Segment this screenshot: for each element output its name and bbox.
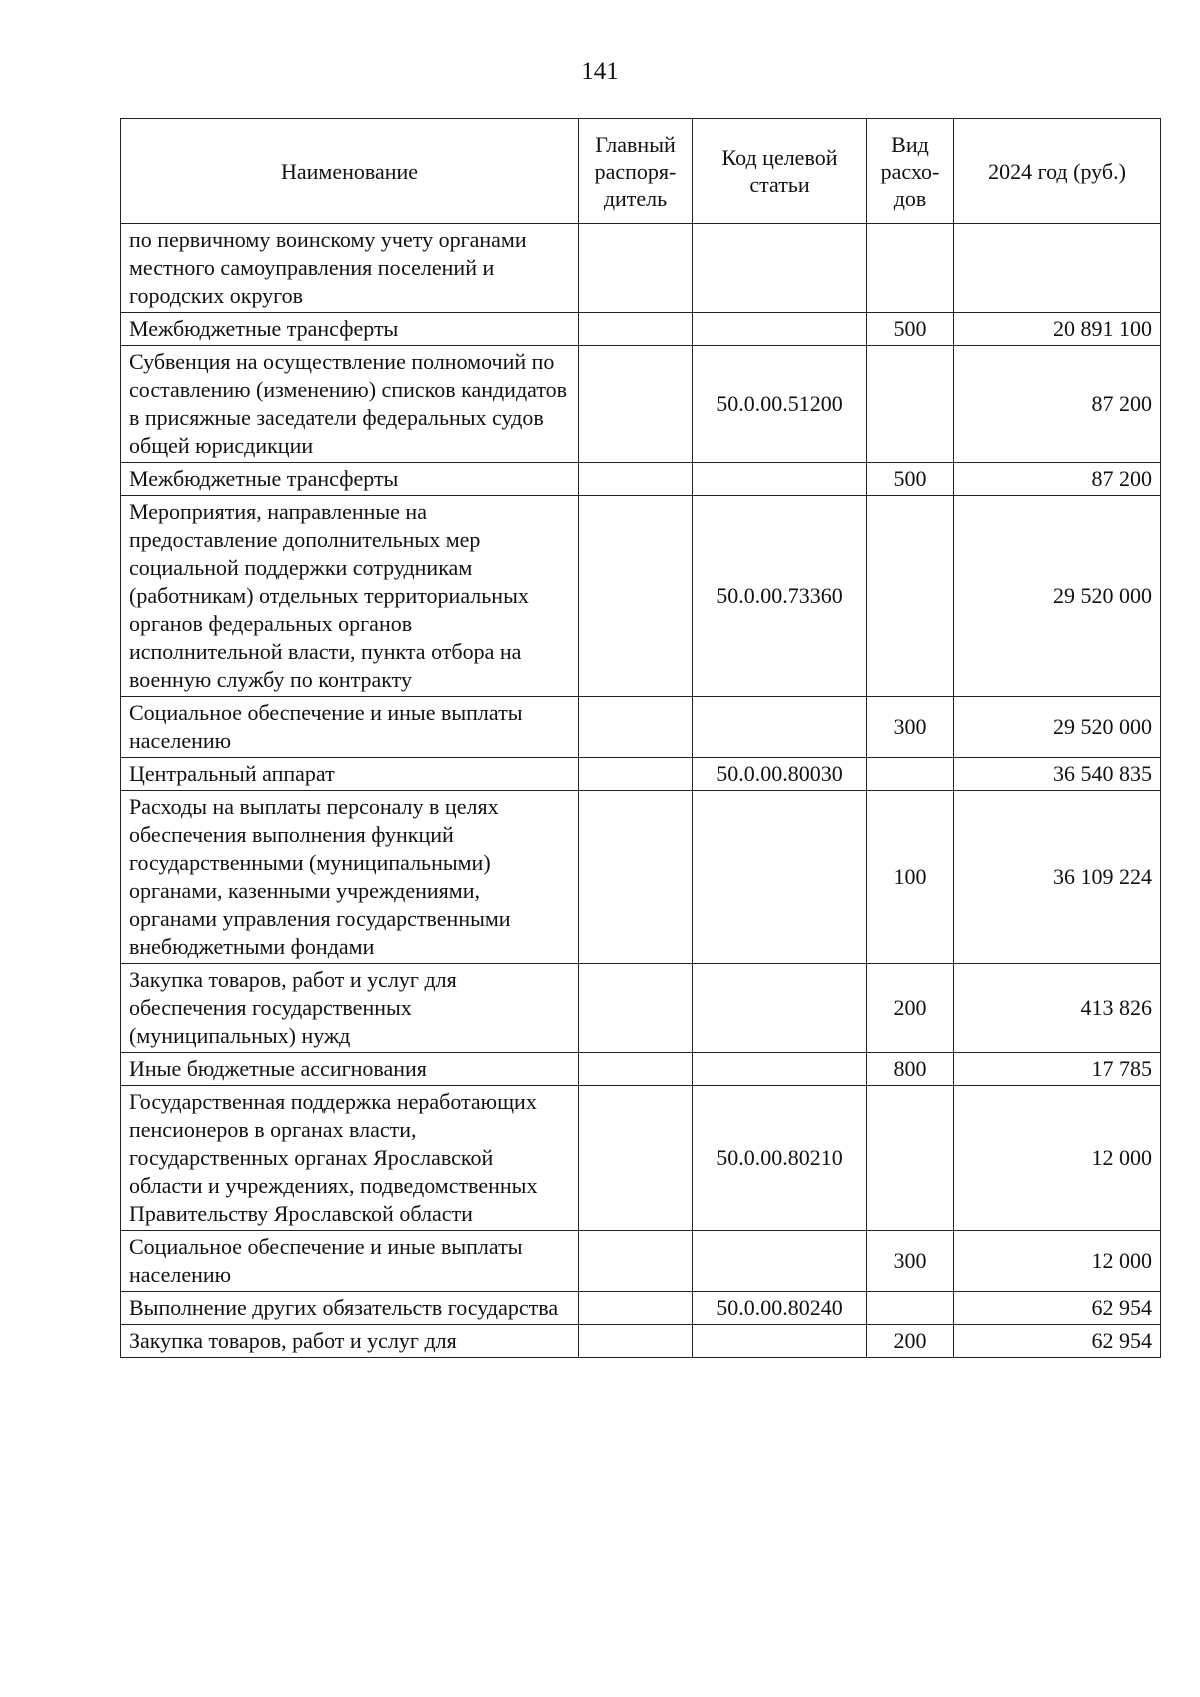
table-row xyxy=(121,313,1161,346)
cell-code xyxy=(693,463,867,496)
cell-kind: 500 xyxy=(867,313,954,346)
table-row xyxy=(121,496,1161,697)
cell-manager xyxy=(579,1292,693,1325)
cell-code xyxy=(693,791,867,964)
cell-amount: 29 520 000 xyxy=(954,496,1161,697)
cell-name: Межбюджетные трансферты xyxy=(121,313,579,346)
cell-name: Выполнение других обязательств государства xyxy=(121,1292,579,1325)
cell-name: Расходы на выплаты персоналу в целях обеспечения выполнения функций государственными (муниципальными) органами, казенными учреждениями, органами управления государственными внебюджетными фондами xyxy=(121,791,579,964)
cell-kind: 200 xyxy=(867,1325,954,1358)
header-kind: Вид расхо-дов xyxy=(867,119,954,224)
table-row xyxy=(121,1086,1161,1231)
cell-code: 50.0.00.80030 xyxy=(693,758,867,791)
cell-code xyxy=(693,697,867,758)
cell-name: по первичному воинскому учету органами местного самоуправления поселений и городских округов xyxy=(121,224,579,313)
cell-amount xyxy=(954,224,1161,313)
cell-kind: 500 xyxy=(867,463,954,496)
cell-code: 50.0.00.80240 xyxy=(693,1292,867,1325)
cell-manager xyxy=(579,496,693,697)
cell-manager xyxy=(579,224,693,313)
cell-manager xyxy=(579,1086,693,1231)
cell-amount: 62 954 xyxy=(954,1325,1161,1358)
cell-code: 50.0.00.51200 xyxy=(693,346,867,463)
cell-kind xyxy=(867,1292,954,1325)
cell-kind: 800 xyxy=(867,1053,954,1086)
cell-code xyxy=(693,1231,867,1292)
cell-manager xyxy=(579,1325,693,1358)
cell-code xyxy=(693,1325,867,1358)
header-manager: Главный распоря-дитель xyxy=(579,119,693,224)
cell-amount: 36 540 835 xyxy=(954,758,1161,791)
table-row xyxy=(121,697,1161,758)
cell-code xyxy=(693,313,867,346)
cell-name: Государственная поддержка неработающих пенсионеров в органах власти, государственных органах Ярославской области и учреждениях, подведомственных Правительству Ярославской области xyxy=(121,1086,579,1231)
cell-code xyxy=(693,224,867,313)
cell-kind xyxy=(867,496,954,697)
cell-manager xyxy=(579,791,693,964)
budget-table xyxy=(120,118,1161,1358)
cell-manager xyxy=(579,463,693,496)
cell-name: Социальное обеспечение и иные выплаты населению xyxy=(121,697,579,758)
cell-amount: 12 000 xyxy=(954,1086,1161,1231)
table-row xyxy=(121,1231,1161,1292)
cell-name: Центральный аппарат xyxy=(121,758,579,791)
cell-kind xyxy=(867,224,954,313)
table-row xyxy=(121,758,1161,791)
cell-name: Закупка товаров, работ и услуг для обеспечения государственных (муниципальных) нужд xyxy=(121,964,579,1053)
table-row xyxy=(121,224,1161,313)
cell-manager xyxy=(579,313,693,346)
cell-manager xyxy=(579,758,693,791)
cell-code: 50.0.00.80210 xyxy=(693,1086,867,1231)
cell-code xyxy=(693,1053,867,1086)
table-row xyxy=(121,346,1161,463)
cell-manager xyxy=(579,1053,693,1086)
cell-amount: 20 891 100 xyxy=(954,313,1161,346)
cell-manager xyxy=(579,346,693,463)
cell-code: 50.0.00.73360 xyxy=(693,496,867,697)
cell-code xyxy=(693,964,867,1053)
page-number: 141 xyxy=(581,58,619,85)
table-row xyxy=(121,791,1161,964)
cell-kind xyxy=(867,758,954,791)
table-row xyxy=(121,463,1161,496)
table-row xyxy=(121,1292,1161,1325)
cell-name: Межбюджетные трансферты xyxy=(121,463,579,496)
cell-kind xyxy=(867,346,954,463)
table-header-row xyxy=(121,119,1161,224)
cell-manager xyxy=(579,697,693,758)
cell-name: Субвенция на осуществление полномочий по составлению (изменению) списков кандидатов в присяжные заседатели федеральных судов общей юрисдикции xyxy=(121,346,579,463)
cell-amount: 413 826 xyxy=(954,964,1161,1053)
header-amount: 2024 год (руб.) xyxy=(954,119,1161,224)
cell-kind: 300 xyxy=(867,697,954,758)
cell-name: Мероприятия, направленные на предоставление дополнительных мер социальной поддержки сотрудникам (работникам) отдельных территориальных органов федеральных органов исполнительной власти, пункта отбора на военную службу по контракту xyxy=(121,496,579,697)
cell-amount: 12 000 xyxy=(954,1231,1161,1292)
cell-amount: 87 200 xyxy=(954,346,1161,463)
cell-amount: 87 200 xyxy=(954,463,1161,496)
cell-name: Закупка товаров, работ и услуг для xyxy=(121,1325,579,1358)
cell-name: Иные бюджетные ассигнования xyxy=(121,1053,579,1086)
table-row xyxy=(121,1053,1161,1086)
cell-manager xyxy=(579,1231,693,1292)
cell-kind xyxy=(867,1086,954,1231)
cell-kind: 200 xyxy=(867,964,954,1053)
table-row xyxy=(121,964,1161,1053)
cell-name: Социальное обеспечение и иные выплаты населению xyxy=(121,1231,579,1292)
header-code: Код целевой статьи xyxy=(693,119,867,224)
cell-kind: 100 xyxy=(867,791,954,964)
cell-kind: 300 xyxy=(867,1231,954,1292)
cell-amount: 62 954 xyxy=(954,1292,1161,1325)
header-name: Наименование xyxy=(121,119,579,224)
cell-amount: 29 520 000 xyxy=(954,697,1161,758)
cell-manager xyxy=(579,964,693,1053)
cell-amount: 36 109 224 xyxy=(954,791,1161,964)
table-row xyxy=(121,1325,1161,1358)
cell-amount: 17 785 xyxy=(954,1053,1161,1086)
